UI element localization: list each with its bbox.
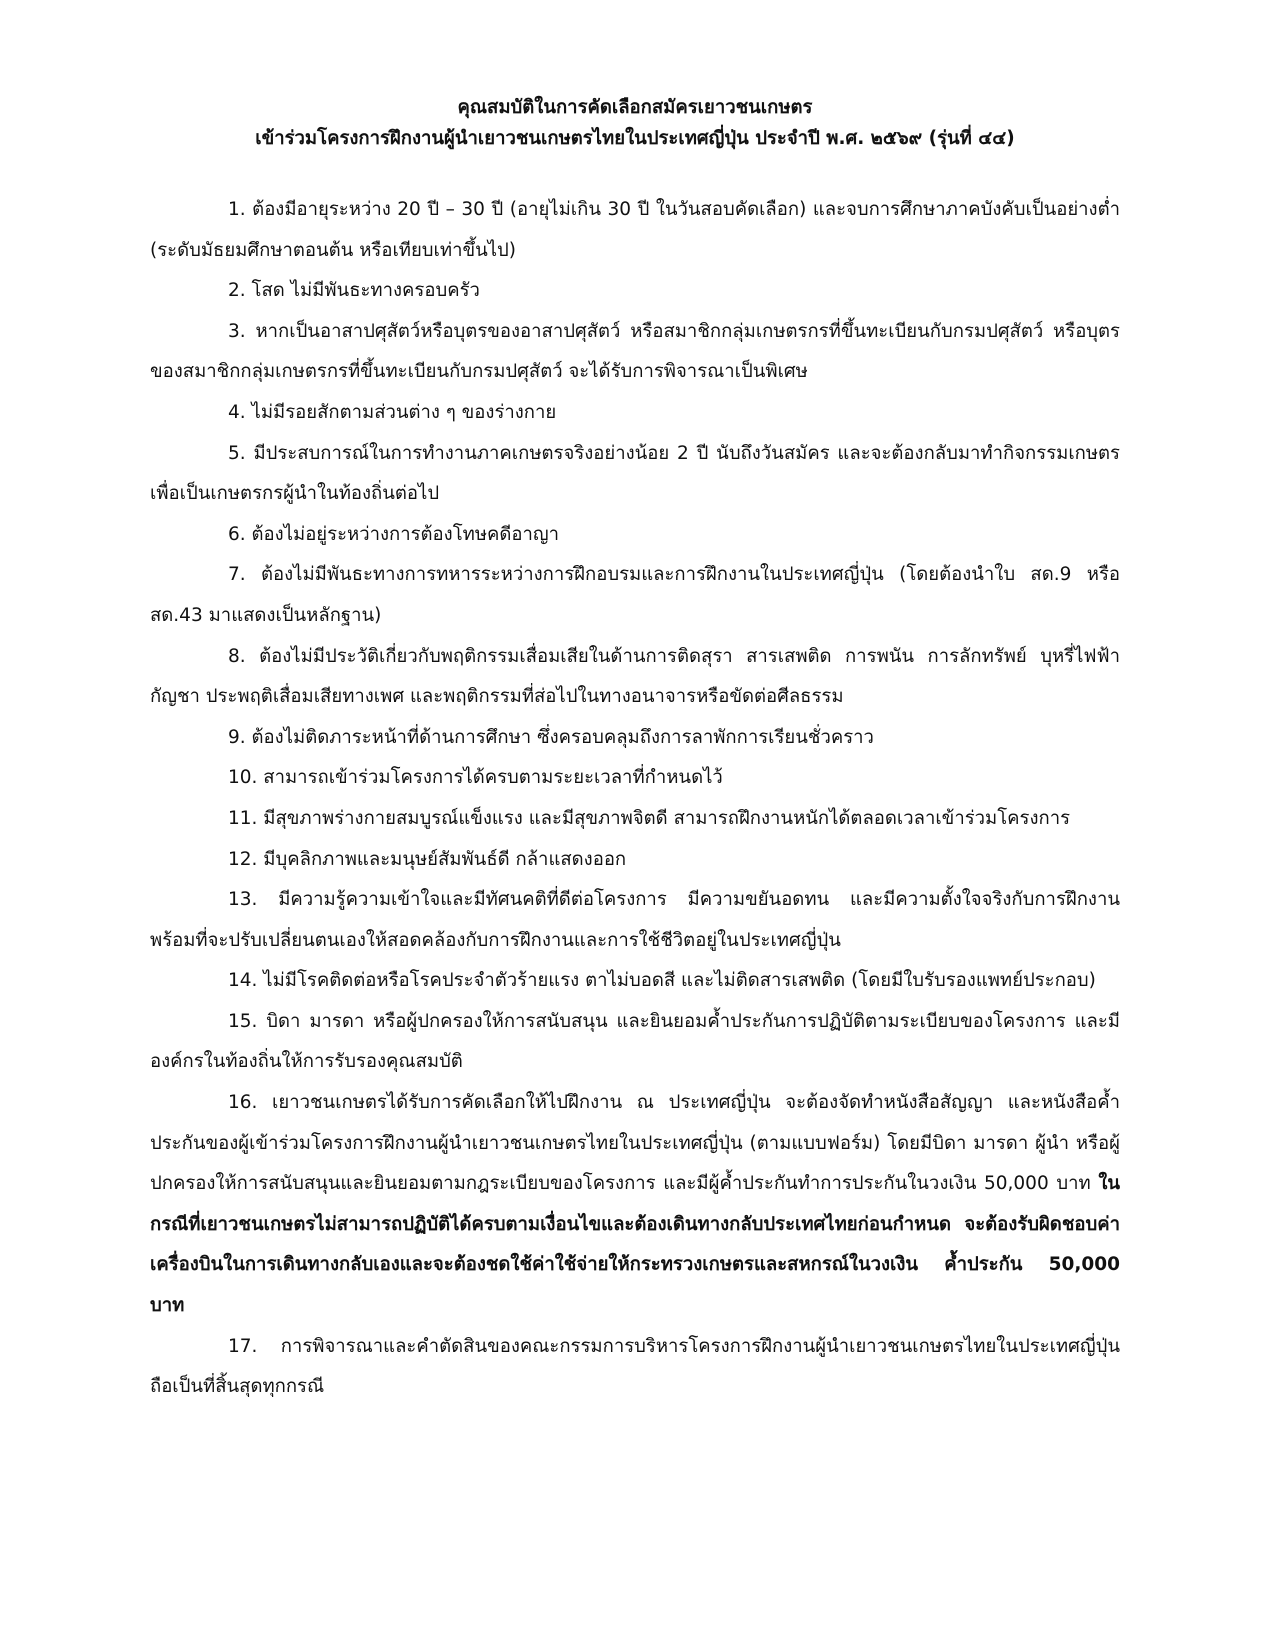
qualification-item-8: 8. ต้องไม่มีประวัติเกี่ยวกับพฤติกรรมเสื่อมเสียในด้านการติดสุรา สารเสพติด การพนัน การลักทรัพย์ บุหรี่ไฟฟ้า กัญชา ประพฤติเสื่อมเสียทางเพศ และพฤติกรรมที่ส่อไปในทางอนาจารหรือขัดต่อศีลธรรม bbox=[150, 645, 1120, 708]
qualification-item-12: 12. มีบุคลิกภาพและมนุษย์สัมพันธ์ดี กล้าแสดงออก bbox=[228, 848, 627, 870]
qualification-item-16-text: 16. เยาวชนเกษตรได้รับการคัดเลือกให้ไปฝึกงาน ณ ประเทศญี่ปุ่น จะต้องจัดทำหนังสือสัญญา และหนังสือค้ำประกันของผู้เข้าร่วมโครงการฝึกงานผู้นำเยาวชนเกษตรไทยในประเทศญี่ปุ่น (ตามแบบฟอร์ม) โดยมีบิดา มารดา ผู้นำ หรือผู้ปกครองให้การสนับสนุนและยินยอมตามกฎระเบียบของโครงการ และมีผู้ค้ำประกันทำการประกันในวงเงิน 50,000 บาท bbox=[150, 1092, 1120, 1195]
qualification-item-1: 1. ต้องมีอายุระหว่าง 20 ปี – 30 ปี (อายุไม่เกิน 30 ปี ในวันสอบคัดเลือก) และจบการศึกษาภาคบังคับเป็นอย่างต่ำ (ระดับมัธยมศึกษาตอนต้น หรือเทียบเท่าขึ้นไป) bbox=[150, 199, 1120, 261]
qualification-item-3: 3. หากเป็นอาสาปศุสัตว์หรือบุตรของอาสาปศุสัตว์ หรือสมาชิกกลุ่มเกษตรกรที่ขึ้นทะเบียนกับกรมปศุสัตว์ หรือบุตรของสมาชิกกลุ่มเกษตรกรที่ขึ้นทะเบียนกับกรมปศุสัตว์ จะได้รับการพิจารณาเป็นพิเศษ bbox=[150, 320, 1120, 383]
qualification-item-13: 13. มีความรู้ความเข้าใจและมีทัศนคติที่ดีต่อโครงการ มีความขยันอดทน และมีความตั้งใจจริงกับการฝึกงาน พร้อมที่จะปรับเปลี่ยนตนเองให้สอดคล้องกับการฝึกงานและการใช้ชีวิตอยู่ในประเทศญี่ปุ่น bbox=[150, 889, 1120, 951]
qualification-item-7: 7. ต้องไม่มีพันธะทางการทหารระหว่างการฝึกอบรมและการฝึกงานในประเทศญี่ปุ่น (โดยต้องนำใบ สด.9 หรือ สด.43 มาแสดงเป็นหลักฐาน) bbox=[150, 564, 1120, 626]
document-title-line-1: คุณสมบัติในการคัดเลือกสมัครเยาวชนเกษตร bbox=[457, 97, 813, 118]
qualification-item-16-bold-text: ในกรณีที่เยาวชนเกษตรไม่สามารถปฏิบัติได้ครบตามเงื่อนไขและต้องเดินทางกลับประเทศไทยก่อนกำหนด จะต้องรับผิดชอบค่าเครื่องบินในการเดินทางกลับเองและจะต้องชดใช้ค่าใช้จ่ายให้กระทรวงเกษตรและสหกรณ์ในวงเงิน ค้ำประกัน 50,000 บาท bbox=[150, 1173, 1120, 1317]
qualification-item-6: 6. ต้องไม่อยู่ระหว่างการต้องโทษคดีอาญา bbox=[228, 523, 560, 545]
qualification-item-2: 2. โสด ไม่มีพันธะทางครอบครัว bbox=[228, 280, 480, 302]
qualification-item-9: 9. ต้องไม่ติดภาระหน้าที่ด้านการศึกษา ซึ่งครอบคลุมถึงการลาพักการเรียนชั่วคราว bbox=[228, 726, 874, 748]
qualification-item-17: 17. การพิจารณาและคำตัดสินของคณะกรรมการบริหารโครงการฝึกงานผู้นำเยาวชนเกษตรไทยในประเทศญี่ปุ่นถือเป็นที่สิ้นสุดทุกกรณี bbox=[150, 1335, 1120, 1398]
qualification-item-16 bbox=[150, 1083, 1120, 1327]
qualification-item-11: 11. มีสุขภาพร่างกายสมบูรณ์แข็งแรง และมีสุขภาพจิตดี สามารถฝึกงานหนักได้ตลอดเวลาเข้าร่วมโครงการ bbox=[228, 807, 1071, 829]
qualification-item-5: 5. มีประสบการณ์ในการทำงานภาคเกษตรจริงอย่างน้อย 2 ปี นับถึงวันสมัคร และจะต้องกลับมาทำกิจกรรมเกษตร เพื่อเป็นเกษตรกรผู้นำในท้องถิ่นต่อไป bbox=[150, 442, 1120, 505]
document-title-line-2: เข้าร่วมโครงการฝึกงานผู้นำเยาวชนเกษตรไทยในประเทศญี่ปุ่น ประจำปี พ.ศ. ๒๕๖๙ (รุ่นที่ ๔๔) bbox=[255, 128, 1015, 149]
qualification-item-15: 15. บิดา มารดา หรือผู้ปกครองให้การสนับสนุน และยินยอมค้ำประกันการปฏิบัติตามระเบียบของโครงการ และมีองค์กรในท้องถิ่นให้การรับรองคุณสมบัติ bbox=[150, 1010, 1120, 1073]
qualification-list bbox=[150, 190, 1120, 1408]
document-page bbox=[150, 92, 1120, 1408]
qualification-item-4: 4. ไม่มีรอยสักตามส่วนต่าง ๆ ของร่างกาย bbox=[228, 401, 557, 423]
qualification-item-10: 10. สามารถเข้าร่วมโครงการได้ครบตามระยะเวลาที่กำหนดไว้ bbox=[228, 767, 723, 789]
qualification-item-14: 14. ไม่มีโรคติดต่อหรือโรคประจำตัวร้ายแรง ตาไม่บอดสี และไม่ติดสารเสพติด (โดยมีใบรับรองแพทย์ประกอบ) bbox=[228, 970, 1096, 992]
